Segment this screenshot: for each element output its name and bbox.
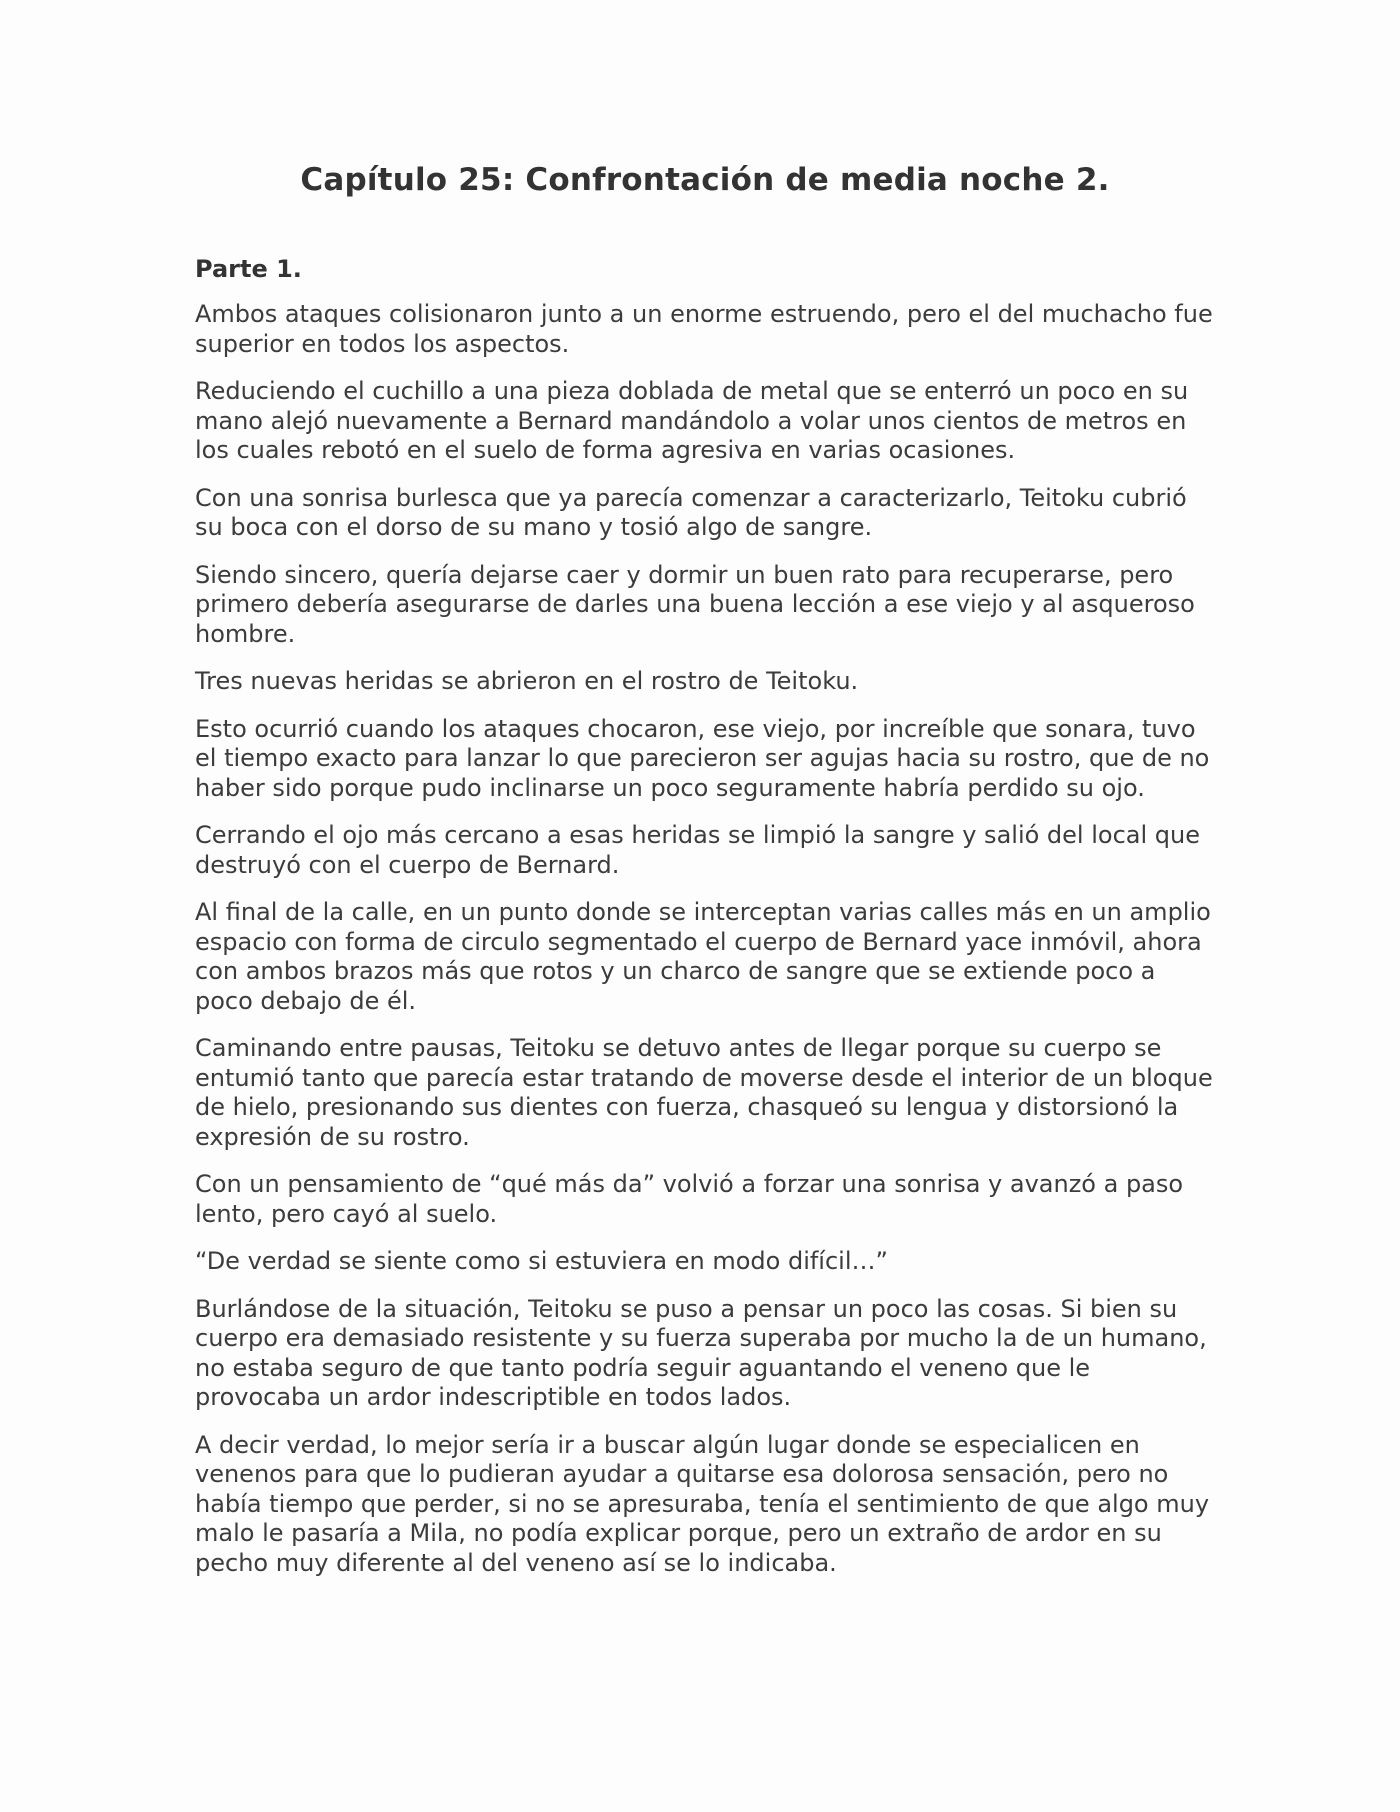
chapter-title: Capítulo 25: Confrontación de media noche 2. (300, 162, 1110, 198)
paragraph: Siendo sincero, quería dejarse caer y dormir un buen rato para recuperarse, pero primero debería asegurarse de darles una buena lección a ese viejo y al asqueroso hombre. (195, 560, 1195, 648)
part-heading: Parte 1. (195, 255, 302, 283)
paragraph: Tres nuevas heridas se abrieron en el rostro de Teitoku. (195, 667, 859, 695)
paragraph: Esto ocurrió cuando los ataques chocaron, ese viejo, por increíble que sonara, tuvo el tiempo exacto para lanzar lo que parecieron ser agujas hacia su rostro, que de no haber sido porque pudo inclinarse un poco seguramente habría perdido su ojo. (195, 714, 1210, 802)
paragraph: Caminando entre pausas, Teitoku se detuvo antes de llegar porque su cuerpo se entumió tanto que parecía estar tratando de moverse desde el interior de un bloque de hielo, presionando sus dientes con fuerza, chasqueó su lengua y distorsionó la expresión de su rostro. (195, 1034, 1213, 1151)
paragraph: Cerrando el ojo más cercano a esas heridas se limpió la sangre y salió del local que destruyó con el cuerpo de Bernard. (195, 821, 1200, 879)
paragraph: Burlándose de la situación, Teitoku se puso a pensar un poco las cosas. Si bien su cuerpo era demasiado resistente y su fuerza superaba por mucho la de un humano, no estaba seguro de que tanto podría seguir aguantando el veneno que le provocaba un ardor indescriptible en todos lados. (195, 1294, 1207, 1411)
paragraph: Con un pensamiento de “qué más da” volvió a forzar una sonrisa y avanzó a paso lento, pero cayó al suelo. (195, 1170, 1184, 1228)
paragraph: Reduciendo el cuchillo a una pieza doblada de metal que se enterró un poco en su mano alejó nuevamente a Bernard mandándolo a volar unos cientos de metros en los cuales rebotó en el suelo de forma agresiva en varias ocasiones. (195, 377, 1189, 464)
body-text (195, 300, 1215, 1578)
paragraph: Ambos ataques colisionaron junto a un enorme estruendo, pero el del muchacho fue superior en todos los aspectos. (195, 300, 1213, 358)
paragraph: A decir verdad, lo mejor sería ir a buscar algún lugar donde se especialicen en venenos para que lo pudieran ayudar a quitarse esa dolorosa sensación, pero no había tiempo que perder, si no se apresuraba, tenía el sentimiento de que algo muy malo le pasaría a Mila, no podía explicar porque, pero un extraño de ardor en su pecho muy diferente al del veneno así se lo indicaba. (195, 1430, 1210, 1577)
paragraph: Con una sonrisa burlesca que ya parecía comenzar a caracterizarlo, Teitoku cubrió su boca con el dorso de su mano y tosió algo de sangre. (195, 483, 1187, 541)
document-page (195, 158, 1215, 1596)
paragraph: “De verdad se siente como si estuviera en modo difícil…” (195, 1247, 888, 1275)
paragraph: Al final de la calle, en un punto donde se interceptan varias calles más en un amplio espacio con forma de circulo segmentado el cuerpo de Bernard yace inmóvil, ahora con ambos brazos más que rotos y un charco de sangre que se extiende poco a poco debajo de él. (195, 898, 1211, 1015)
